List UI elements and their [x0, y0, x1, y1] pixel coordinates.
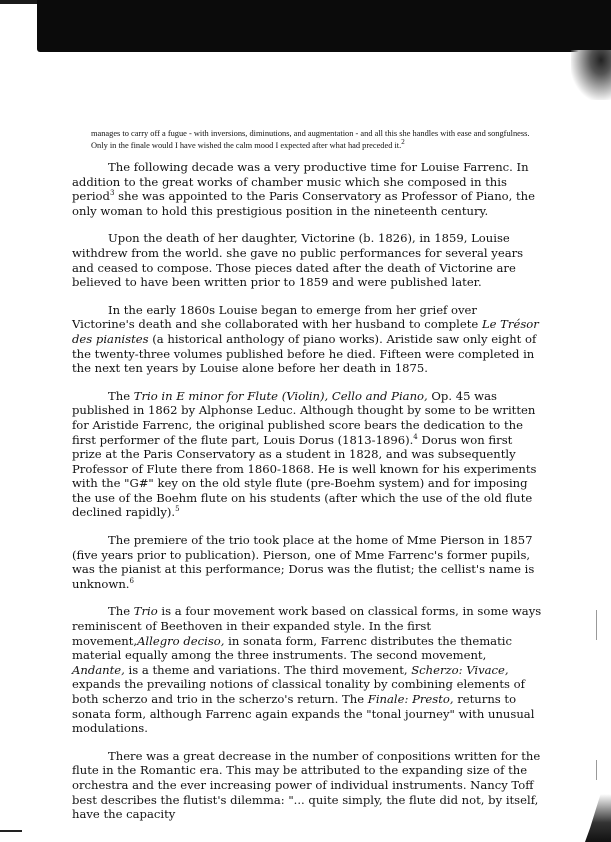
italic-title: Andante,	[72, 662, 125, 677]
paragraph-text: The premiere of the trio took place at the home of Mme Pierson in 1857 (five years prior to publication). Pierson, one of Mme Farrenc's former pupils, was the pianist at this performance; Dorus was the flutist; the cellist's name is unknown.	[72, 533, 535, 591]
paragraph-text: In the early 1860s Louise began to emerge from her grief over Victorine's death and she collaborated with her husband to complete	[72, 302, 482, 332]
paragraph-text: The following decade was a very productive time for Louise Farrenc. In addition to the great works of chamber music which she composed in this period	[72, 160, 529, 204]
body-paragraph	[72, 749, 542, 822]
body-paragraph	[72, 389, 542, 520]
italic-title: Finale: Presto,	[367, 692, 454, 706]
scan-corner-shadow	[585, 794, 611, 842]
italic-title: Trio	[133, 604, 158, 619]
body-text	[72, 160, 542, 822]
body-paragraph	[72, 303, 542, 376]
paragraph-text: is a theme and variations. The third movement,	[124, 662, 412, 677]
paragraph-text: Op. 45 was published in 1862 by Alphonse Leduc. Although thought by some to be written for Aristide Farrenc, the original published score bears the dedication to the first performer of the flute part, Louis Dorus (1813-1896).	[72, 388, 536, 447]
footnote-ref: 3	[109, 189, 115, 198]
scan-dark-band	[37, 0, 611, 52]
footnote-ref: 6	[129, 576, 134, 585]
paragraph-text: The	[108, 388, 134, 403]
paragraph-text: expands the prevailing notions of classical tonality by combining elements of both scherzo and trio in the scherzo's return. The	[72, 677, 525, 706]
italic-title: Allegro deciso,	[137, 633, 225, 648]
italic-title: Trio in E minor for Flute (Violin), Cello and Piano,	[133, 388, 428, 403]
footnote-ref: 5	[175, 505, 180, 514]
paragraph-text: (a historical anthology of piano works). Aristide saw only eight of the twenty-three volumes published before he died. Fifteen were completed in the next ten years by Louise alone before her death in 1875.	[72, 331, 537, 376]
margin-mark	[596, 610, 597, 640]
paragraph-text: she was appointed to the Paris Conservatory as Professor of Piano, the only woman to hold this prestigious position in the nineteenth century.	[72, 189, 535, 218]
paragraph-text: Upon the death of her daughter, Victorine (b. 1826), in 1859, Louise withdrew from the world. she gave no public performances for several years and ceased to compose. Those pieces dated after the death of Victorine are believed to have been written prior to 1859 and were published later.	[72, 231, 524, 290]
quote-continuation	[91, 128, 542, 152]
quote-text: manages to carry off a fugue - with inversions, diminutions, and augmentation - and all this she handles with ease and songfulness. Only in the finale would I have wished the calm mood I expected after what had preceded it.	[91, 129, 530, 150]
scan-edge-mark	[0, 830, 22, 832]
body-paragraph	[72, 604, 542, 735]
paragraph-text: returns to sonata form, although Farrenc again expands the "tonal journey" with unusual modulations.	[72, 692, 535, 736]
document-page	[72, 128, 542, 835]
paragraph-text: The	[108, 604, 134, 619]
paragraph-text: Dorus won first prize at the Paris Conservatory as a student in 1828, and was subsequently Professor of Flute there from 1860-1868. He is well known for his experiments with the "G#" key on the old style flute (pre-Boehm system) and for imposing the use of the Boehm flute on his students (after which the use of the old flute declined rapidly).	[72, 432, 537, 520]
paragraph-text: is a four movement work based on classical forms, in some ways reminiscent of Beethoven in their expanded style. In the first movement,	[72, 604, 542, 648]
margin-mark	[596, 760, 597, 780]
body-paragraph	[72, 533, 542, 591]
body-paragraph	[72, 160, 542, 218]
paragraph-text: in sonata form, Farrenc distributes the thematic material equally among the three instruments. The second movement,	[72, 633, 512, 663]
paragraph-text: There was a great decrease in the number of conpositions written for the flute in the Romantic era. This may be attributed to the expanding size of the orchestra and the ever increasing power of individual instruments. Nancy Toff best describes the flutist's dilemma: "... quite simply, the flute did not, by itself, have the capacity	[72, 748, 541, 822]
italic-title: Le Trésor des pianistes	[72, 317, 539, 346]
footnote-ref: 4	[413, 432, 418, 441]
body-paragraph	[72, 231, 542, 289]
footnote-ref: 2	[401, 138, 405, 147]
italic-title: Scherzo: Vivace,	[411, 662, 509, 677]
scan-corner-shadow	[571, 50, 611, 100]
